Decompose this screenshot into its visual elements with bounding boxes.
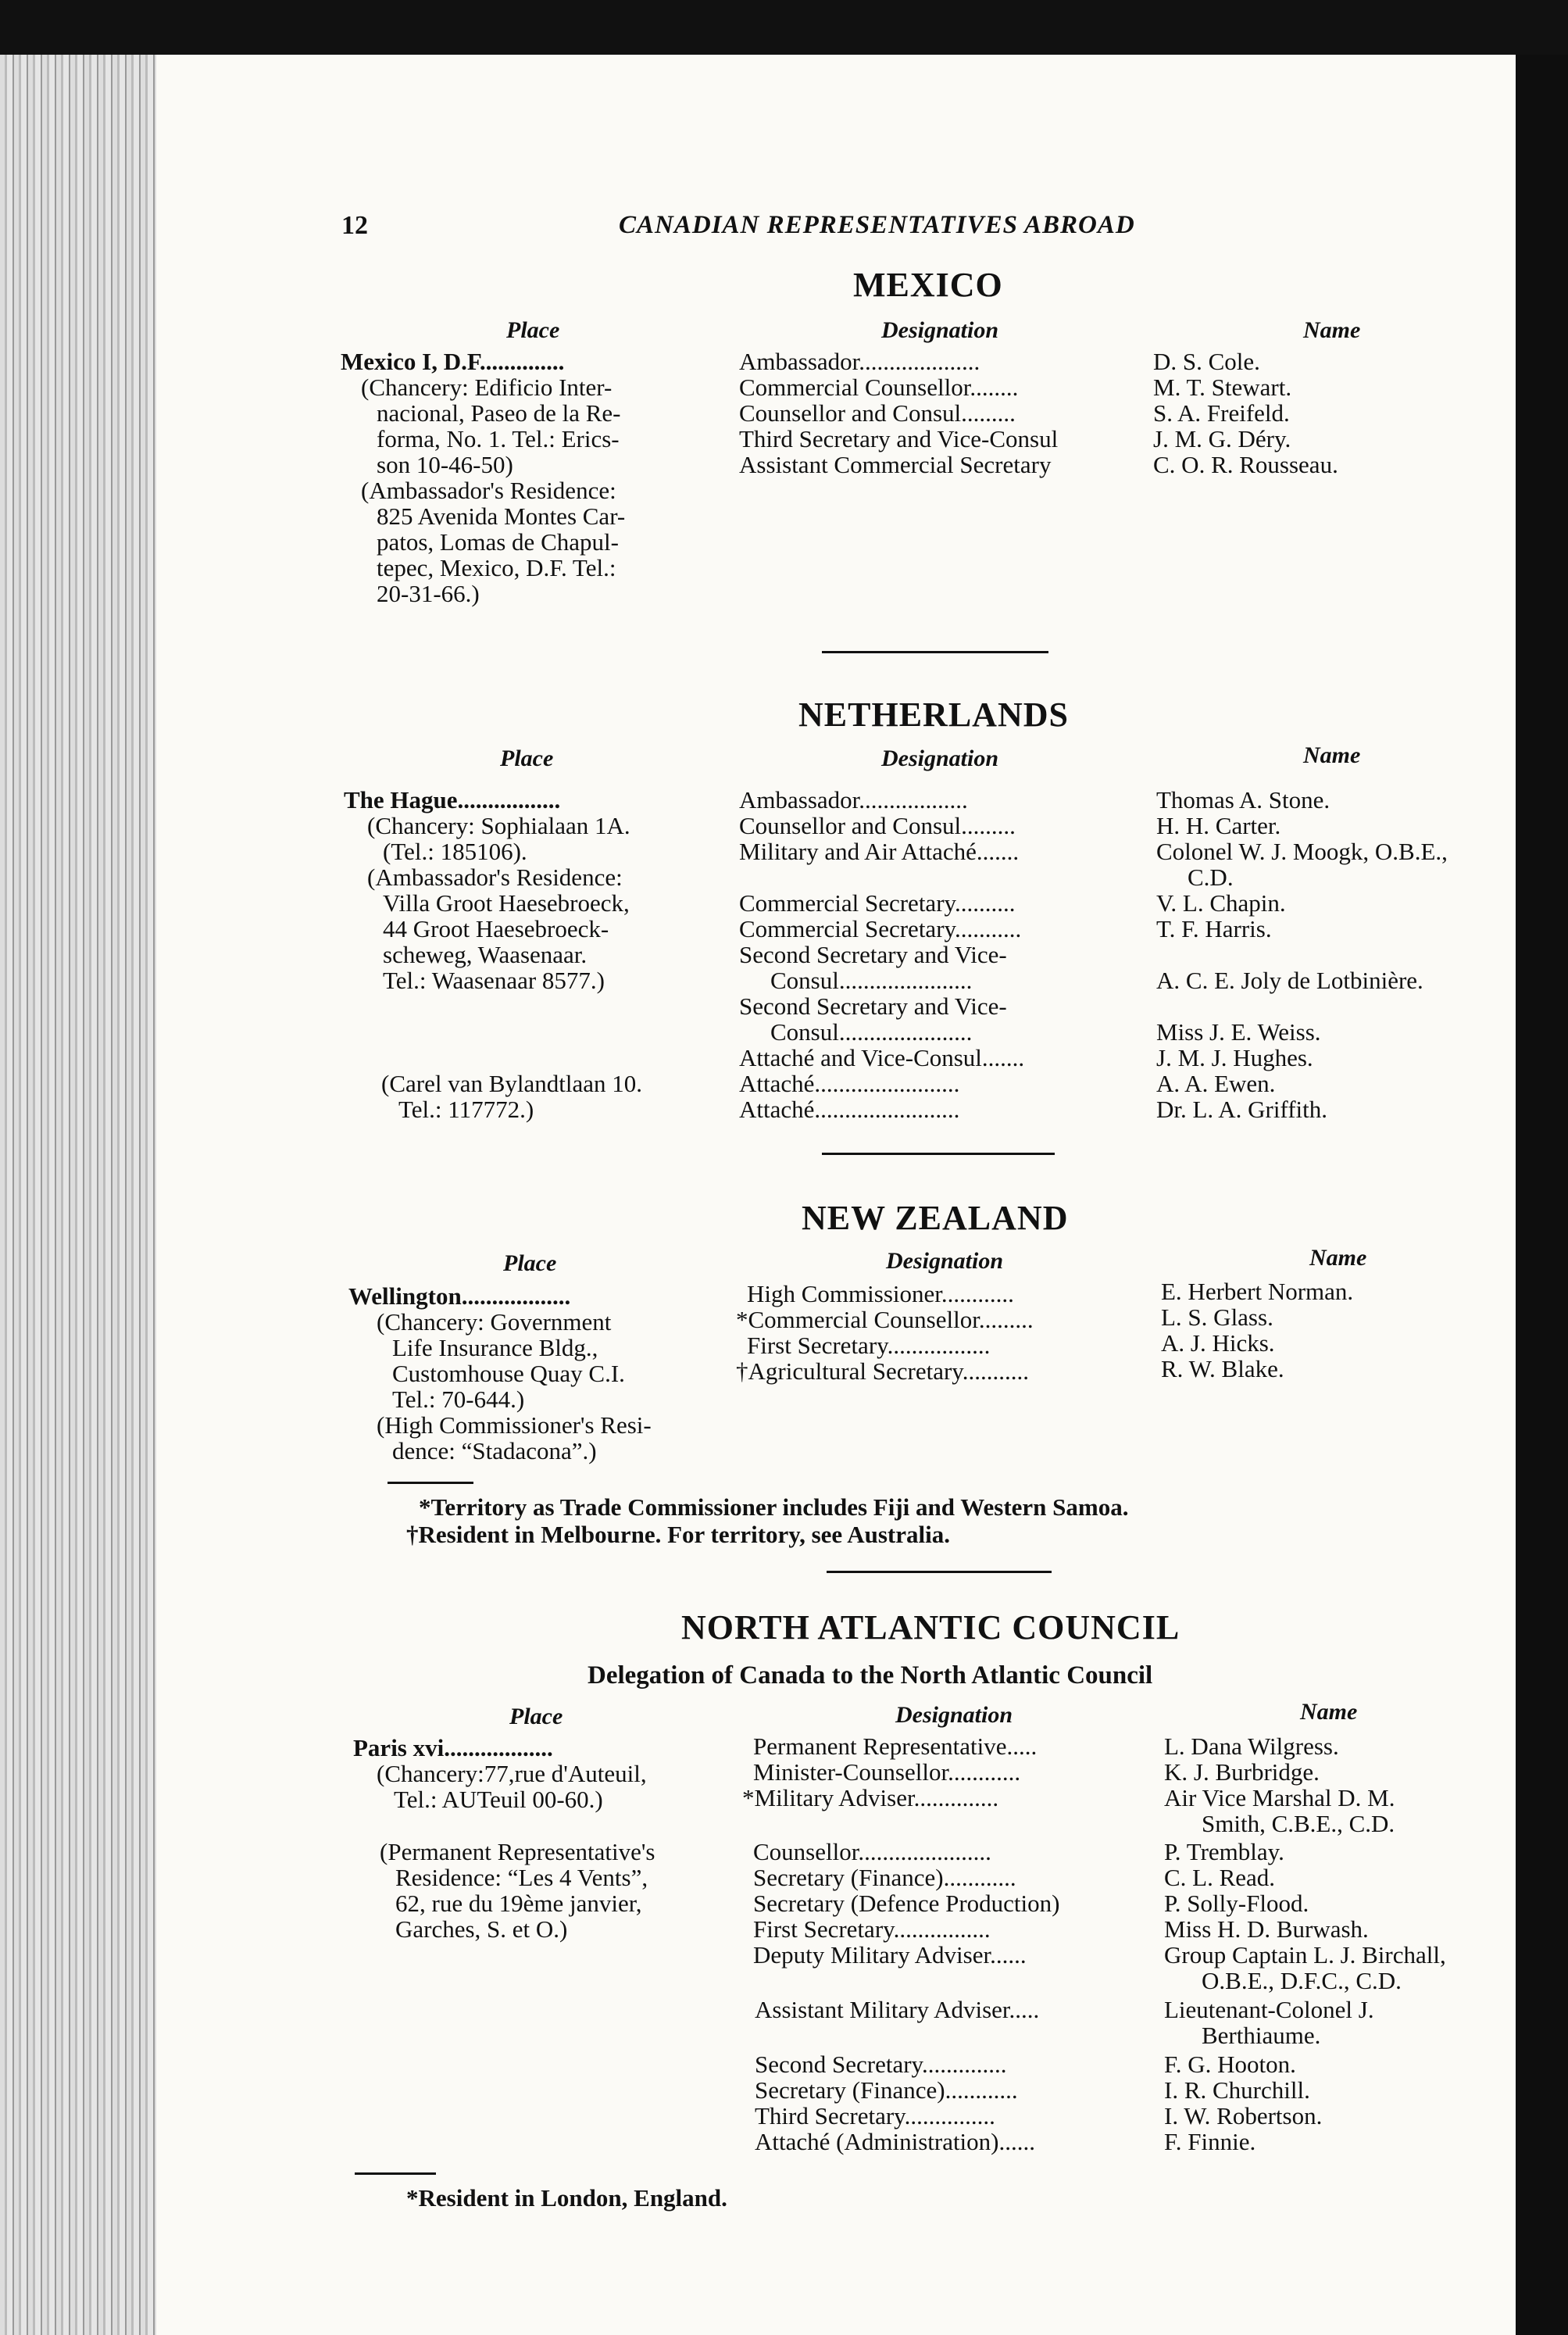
designation-line: Consul...................... xyxy=(770,967,973,994)
name-line: C.D. xyxy=(1188,864,1234,891)
designation-line: First Secretary................ xyxy=(753,1915,991,1943)
document-page xyxy=(156,55,1516,2335)
designation-line: Attaché and Vice-Consul....... xyxy=(739,1044,1025,1071)
footnote: *Resident in London, England. xyxy=(406,2184,727,2212)
running-head: CANADIAN REPRESENTATIVES ABROAD xyxy=(619,211,1135,239)
designation-line: Attaché........................ xyxy=(739,1070,960,1097)
place-line: 825 Avenida Montes Car- xyxy=(377,502,626,530)
place-line: (Permanent Representative's xyxy=(380,1838,655,1865)
footnote: †Resident in Melbourne. For territory, see Australia. xyxy=(406,1521,950,1548)
section-divider xyxy=(822,1153,1055,1155)
designation-line: Counsellor and Consul......... xyxy=(739,812,1016,839)
place-line: Customhouse Quay C.I. xyxy=(392,1360,625,1387)
place-line: (Carel van Bylandtlaan 10. xyxy=(381,1070,643,1097)
name-line: D. S. Cole. xyxy=(1153,348,1260,375)
designation-line: Third Secretary............... xyxy=(755,2102,995,2129)
section-title-nato: NORTH ATLANTIC COUNCIL xyxy=(681,1608,1180,1647)
book-gutter xyxy=(0,55,156,2335)
place-line: dence: “Stadacona”.) xyxy=(392,1437,597,1464)
place-line: scheweg, Waasenaar. xyxy=(383,941,588,968)
designation-line: High Commissioner............ xyxy=(747,1280,1014,1307)
section-title-new-zealand: NEW ZEALAND xyxy=(802,1199,1069,1237)
place-line: patos, Lomas de Chapul- xyxy=(377,528,619,556)
designation-line: Commercial Counsellor........ xyxy=(739,374,1019,401)
place-line: Paris xvi.................. xyxy=(353,1734,553,1761)
col-head-name: Name xyxy=(1309,1245,1367,1271)
footnote-rule xyxy=(388,1482,473,1484)
place-line: The Hague................. xyxy=(344,786,561,813)
designation-line: Secretary (Defence Production) xyxy=(753,1890,1060,1917)
place-line: (Chancery: Government xyxy=(377,1308,612,1336)
place-line: Tel.: 70-644.) xyxy=(392,1386,525,1413)
place-line: son 10-46-50) xyxy=(377,451,513,478)
designation-line: Secretary (Finance)............ xyxy=(753,1864,1016,1891)
col-head-name: Name xyxy=(1303,317,1361,343)
designation-line: Third Secretary and Vice-Consul xyxy=(739,425,1059,452)
place-line: Wellington.................. xyxy=(348,1282,571,1310)
name-line: A. A. Ewen. xyxy=(1156,1070,1276,1097)
name-line: J. M. G. Déry. xyxy=(1153,425,1291,452)
place-line: 62, rue du 19ème janvier, xyxy=(395,1890,642,1917)
place-line: Tel.: 117772.) xyxy=(398,1096,534,1123)
designation-line: Deputy Military Adviser...... xyxy=(753,1941,1027,1968)
col-head-designation: Designation xyxy=(895,1702,1013,1728)
place-line: (Chancery: Sophialaan 1A. xyxy=(367,812,630,839)
place-line: 20-31-66.) xyxy=(377,580,480,607)
designation-line: Attaché........................ xyxy=(739,1096,960,1123)
name-line: Berthiaume. xyxy=(1202,2022,1321,2049)
name-line: Smith, C.B.E., C.D. xyxy=(1202,1810,1395,1837)
col-head-name: Name xyxy=(1303,742,1361,768)
scan-edge xyxy=(1516,55,1568,2335)
section-title-mexico: MEXICO xyxy=(853,266,1003,304)
designation-line: Assistant Military Adviser..... xyxy=(755,1996,1040,2023)
designation-line: First Secretary................. xyxy=(747,1332,991,1359)
name-line: Thomas A. Stone. xyxy=(1156,786,1330,813)
place-line: Life Insurance Bldg., xyxy=(392,1334,598,1361)
footnote: *Territory as Trade Commissioner includes Fiji and Western Samoa. xyxy=(419,1493,1129,1521)
designation-line: *Commercial Counsellor......... xyxy=(736,1306,1034,1333)
designation-line: Second Secretary.............. xyxy=(755,2051,1007,2078)
designation-line: Commercial Secretary........... xyxy=(739,915,1022,942)
col-head-place: Place xyxy=(509,1704,563,1729)
designation-line: Attaché (Administration)...... xyxy=(755,2128,1035,2155)
name-line: I. W. Robertson. xyxy=(1164,2102,1323,2129)
designation-line: Minister-Counsellor............ xyxy=(753,1758,1021,1786)
place-line: Tel.: Waasenaar 8577.) xyxy=(383,967,605,994)
name-line: F. Finnie. xyxy=(1164,2128,1256,2155)
place-line: (Chancery:77,rue d'Auteuil, xyxy=(377,1760,647,1787)
designation-line: Ambassador.................. xyxy=(739,786,968,813)
place-line: (Ambassador's Residence: xyxy=(361,477,616,504)
page-number: 12 xyxy=(341,211,368,240)
name-line: R. W. Blake. xyxy=(1161,1355,1284,1382)
designation-line: Second Secretary and Vice- xyxy=(739,941,1007,968)
name-line: L. Dana Wilgress. xyxy=(1164,1732,1339,1760)
place-line: (Ambassador's Residence: xyxy=(367,864,623,891)
name-line: A. C. E. Joly de Lotbinière. xyxy=(1156,967,1423,994)
name-line: P. Solly-Flood. xyxy=(1164,1890,1309,1917)
name-line: I. R. Churchill. xyxy=(1164,2076,1310,2104)
designation-line: Secretary (Finance)............ xyxy=(755,2076,1018,2104)
designation-line: Counsellor...................... xyxy=(753,1838,991,1865)
col-head-designation: Designation xyxy=(886,1248,1004,1274)
name-line: H. H. Carter. xyxy=(1156,812,1281,839)
place-line: Mexico I, D.F.............. xyxy=(341,348,565,375)
name-line: C. O. R. Rousseau. xyxy=(1153,451,1338,478)
place-line: (Chancery: Edificio Inter- xyxy=(361,374,613,401)
name-line: E. Herbert Norman. xyxy=(1161,1278,1354,1305)
name-line: Miss J. E. Weiss. xyxy=(1156,1018,1321,1046)
name-line: T. F. Harris. xyxy=(1156,915,1272,942)
name-line: Air Vice Marshal D. M. xyxy=(1164,1784,1395,1811)
designation-line: Permanent Representative..... xyxy=(753,1732,1038,1760)
place-line: (Tel.: 185106). xyxy=(383,838,527,865)
name-line: V. L. Chapin. xyxy=(1156,889,1286,917)
name-line: Colonel W. J. Moogk, O.B.E., xyxy=(1156,838,1448,865)
name-line: A. J. Hicks. xyxy=(1161,1329,1275,1357)
name-line: J. M. J. Hughes. xyxy=(1156,1044,1313,1071)
name-line: M. T. Stewart. xyxy=(1153,374,1292,401)
designation-line: *Military Adviser.............. xyxy=(742,1784,999,1811)
name-line: P. Tremblay. xyxy=(1164,1838,1284,1865)
place-line: Garches, S. et O.) xyxy=(395,1915,568,1943)
section-title-netherlands: NETHERLANDS xyxy=(798,695,1069,734)
name-line: Dr. L. A. Griffith. xyxy=(1156,1096,1327,1123)
place-line: (High Commissioner's Resi- xyxy=(377,1411,652,1439)
place-line: nacional, Paseo de la Re- xyxy=(377,399,621,427)
place-line: tepec, Mexico, D.F. Tel.: xyxy=(377,554,616,581)
col-head-designation: Designation xyxy=(881,746,999,771)
name-line: Lieutenant-Colonel J. xyxy=(1164,1996,1374,2023)
name-line: O.B.E., D.F.C., C.D. xyxy=(1202,1967,1402,1994)
col-head-place: Place xyxy=(503,1250,557,1276)
section-divider xyxy=(827,1571,1052,1573)
place-line: Villa Groot Haesebroeck, xyxy=(383,889,630,917)
name-line: L. S. Glass. xyxy=(1161,1303,1273,1331)
designation-line: Assistant Commercial Secretary xyxy=(739,451,1052,478)
designation-line: Counsellor and Consul......... xyxy=(739,399,1016,427)
designation-line: Ambassador.................... xyxy=(739,348,980,375)
place-line: Residence: “Les 4 Vents”, xyxy=(395,1864,648,1891)
name-line: C. L. Read. xyxy=(1164,1864,1276,1891)
place-line: 44 Groot Haesebroeck- xyxy=(383,915,609,942)
designation-line: Military and Air Attaché....... xyxy=(739,838,1020,865)
col-head-place: Place xyxy=(500,746,554,771)
name-line: S. A. Freifeld. xyxy=(1153,399,1290,427)
place-line: Tel.: AUTeuil 00-60.) xyxy=(394,1786,603,1813)
name-line: F. G. Hooton. xyxy=(1164,2051,1296,2078)
designation-line: †Agricultural Secretary........... xyxy=(736,1357,1030,1385)
designation-line: Second Secretary and Vice- xyxy=(739,992,1007,1020)
col-head-name: Name xyxy=(1300,1699,1358,1725)
col-head-designation: Designation xyxy=(881,317,999,343)
section-divider xyxy=(822,651,1048,653)
place-line: forma, No. 1. Tel.: Erics- xyxy=(377,425,620,452)
designation-line: Commercial Secretary.......... xyxy=(739,889,1016,917)
name-line: K. J. Burbridge. xyxy=(1164,1758,1320,1786)
designation-line: Consul...................... xyxy=(770,1018,973,1046)
footnote-rule xyxy=(355,2172,436,2175)
name-line: Miss H. D. Burwash. xyxy=(1164,1915,1369,1943)
col-head-place: Place xyxy=(506,317,560,343)
name-line: Group Captain L. J. Birchall, xyxy=(1164,1941,1446,1968)
section-subtitle-nato: Delegation of Canada to the North Atlantic Council xyxy=(588,1661,1153,1690)
